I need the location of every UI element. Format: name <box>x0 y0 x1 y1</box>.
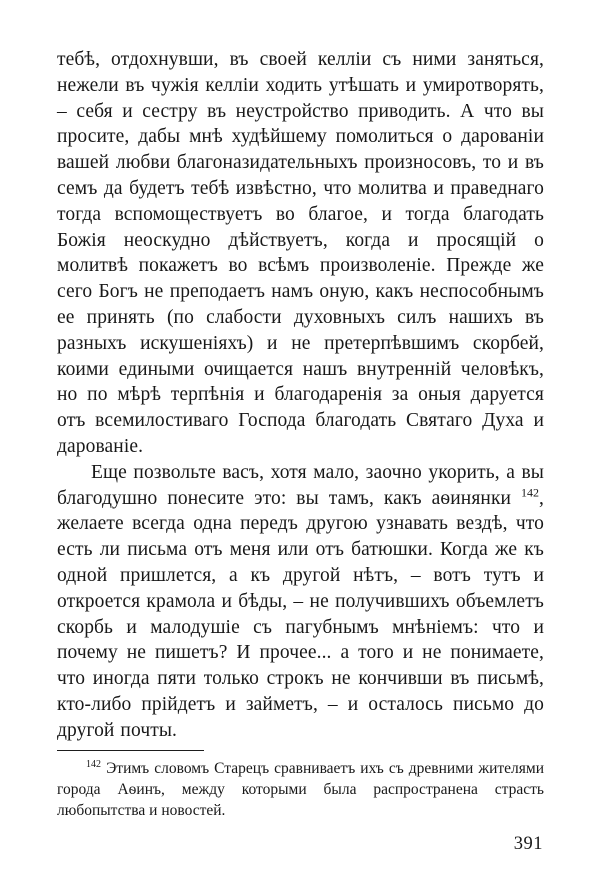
footnote <box>57 758 544 821</box>
footnote-text: Этимъ словомъ Старецъ сравниваетъ ихъ съ древними жителями города Аѳинъ, между которыми была распространена страсть любопытства и новостей. <box>57 760 544 819</box>
footnote-divider <box>57 750 204 751</box>
paragraph-text-before-footnote-ref: Еще позвольте васъ, хотя мало, заочно укорить, а вы благодушно понесите это: вы тамъ, какъ аѳинянки <box>57 461 544 509</box>
main-text-block <box>57 47 544 744</box>
page-number: 391 <box>513 834 543 854</box>
footnote-reference: 142 <box>521 485 540 500</box>
footnote-area <box>57 750 544 821</box>
paragraph-continuation: тебѣ, отдохнувши, въ своей келліи съ ними заняться, нежели въ чужія келліи ходить утѣшать и умиротворять, – себя и сестру въ неустройство приводить. А что вы просите, дабы мнѣ худѣйшему помолиться о дарованіи вашей любви благоназидательныхъ произносовъ, то и въ семъ да будетъ тебѣ извѣстно, что молитва и праведнаго тогда вспомоществуетъ во благое, и тогда благодать Божія неоскудно дѣйствуетъ, когда и просящій о молитвѣ покажетъ во всѣмъ произволеніе. Прежде же сего Богъ не преподаетъ намъ оную, какъ неспособнымъ ее принять (по слабости духовныхъ силъ нашихъ въ разныхъ искушеніяхъ) и не претерпѣвшимъ скорбей, коими едиными очищается нашъ внутренній человѣкъ, но по мѣрѣ терпѣнія и благодаренія за оныя даруется отъ всемилостиваго Господа благодать Святаго Духа и дарованіе. <box>57 49 544 457</box>
paragraph-text-after-footnote-ref: , желаете всегда одна передъ другою узнавать вездѣ, что есть ли письма отъ меня или отъ батюшки. Когда же къ одной пришлется, а къ другой нѣтъ, – вотъ тутъ и откроется крамола и бѣды, – не получившихъ объемлетъ скорбь и малодушіе съ пагубнымъ мнѣніемъ: что и почему не пишетъ? И прочее... а того и не понимаете, что иногда пяти только строкъ не кончивши въ письмѣ, кто-либо прійдетъ и займетъ, – и осталось письмо до другой почты. <box>57 487 544 741</box>
paragraph <box>57 460 544 744</box>
footnote-marker: 142 <box>86 758 101 770</box>
